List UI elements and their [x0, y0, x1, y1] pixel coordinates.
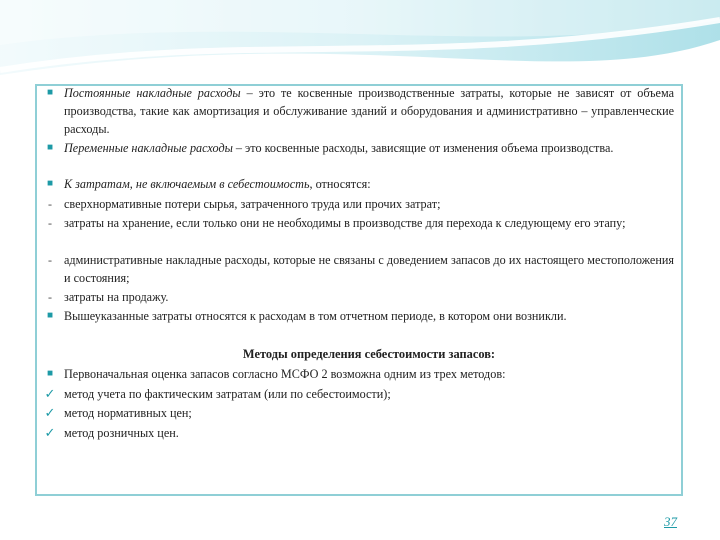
list-item — [64, 365, 674, 383]
item-text: административные накладные расходы, которые не связаны с доведением запасов до их настоящего местоположения и состояния; — [64, 253, 674, 285]
term: Постоянные накладные расходы — [64, 86, 241, 100]
list-item — [64, 214, 674, 232]
definition: – это те косвенные производственные затраты, которые не зависят от объема производства, такие как амортизация и обслуживание зданий и оборудования и административно – управленческие расходы. — [64, 86, 674, 136]
bullet-dash-icon: - — [48, 290, 52, 304]
bullet-square-icon: ■ — [46, 87, 54, 98]
item-text: метод розничных цен. — [64, 426, 179, 440]
definition: – это косвенные расходы, зависящие от изменения объема производства. — [232, 141, 614, 155]
list-item — [64, 251, 674, 287]
bullet-square-icon: ■ — [46, 368, 54, 379]
bullet-square-icon: ■ — [46, 142, 54, 153]
item-text: метод нормативных цен; — [64, 406, 192, 420]
item-text: Первоначальная оценка запасов согласно МСФО 2 возможна одним из трех методов: — [64, 367, 506, 381]
list-item — [64, 424, 674, 442]
section-heading: Методы определения себестоимости запасов: — [242, 347, 496, 361]
list-item — [64, 84, 674, 138]
bullet-square-icon: ■ — [46, 310, 54, 321]
bullet-square-icon: ■ — [46, 178, 54, 189]
list-item — [64, 175, 674, 193]
item-text: Вышеуказанные затраты относятся к расходам в том отчетном периоде, в котором они возникли. — [64, 309, 567, 323]
checkmark-icon: ✓ — [44, 425, 56, 440]
bullet-dash-icon: - — [48, 197, 52, 211]
list-item — [64, 288, 674, 306]
term: К затратам, не включаемым в себестоимость — [64, 177, 310, 191]
list-item — [64, 307, 674, 325]
term: Переменные накладные расходы — [64, 141, 233, 155]
list-item — [64, 404, 674, 422]
header-wave-decoration — [0, 0, 720, 90]
bullet-dash-icon: - — [48, 253, 52, 267]
list-item — [64, 195, 674, 213]
item-text: сверхнормативные потери сырья, затраченного труда или прочих затрат; — [64, 197, 441, 211]
page-number: 37 — [664, 514, 677, 529]
list-item — [64, 385, 674, 403]
definition: , относятся: — [309, 177, 371, 191]
list-item — [64, 139, 674, 157]
item-text: затраты на хранение, если только они не необходимы в производстве для перехода к следующему его этапу; — [64, 216, 626, 230]
bullet-dash-icon: - — [48, 216, 52, 230]
item-text: метод учета по фактическим затратам (или по себестоимости); — [64, 387, 391, 401]
checkmark-icon: ✓ — [44, 405, 56, 420]
checkmark-icon: ✓ — [44, 386, 56, 401]
item-text: затраты на продажу. — [64, 290, 169, 304]
